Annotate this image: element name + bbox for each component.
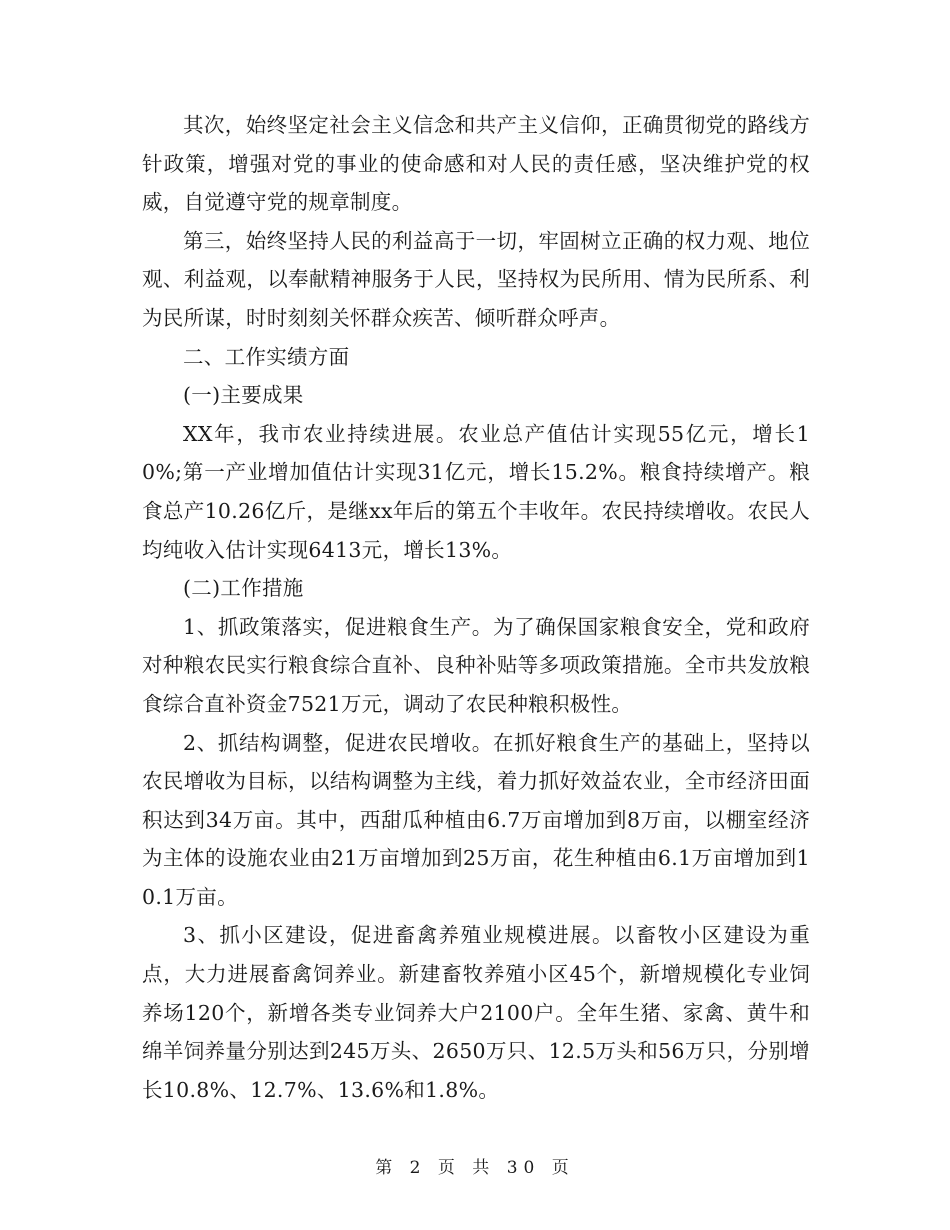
paragraph-people-interest: 第三，始终坚持人民的利益高于一切，牢固树立正确的权力观、地位观、利益观，以奉献精神服务于人民，坚持权为民所用、情为民所系、利为民所谋，时时刻刻关怀群众疾苦、倾听群众呼声。 bbox=[142, 228, 810, 330]
paragraph-measure-livestock: 3、抓小区建设，促进畜禽养殖业规模进展。以畜牧小区建设为重点，大力进展畜禽饲养业。新建畜牧养殖小区45个，新增规模化专业饲养场120个，新增各类专业饲养大户2100户。全年生猪、家禽、黄牛和绵羊饲养量分别达到245万头、2650万只、12.5万头和56万只，分别增长10.8%、12.7%、13.6%和1.8%。 bbox=[142, 923, 810, 1102]
paragraph-measure-policy: 1、抓政策落实，促进粮食生产。为了确保国家粮食安全，党和政府对种粮农民实行粮食综合直补、良种补贴等多项政策措施。全市共发放粮食综合直补资金7521万元，调动了农民种粮积极性。 bbox=[142, 614, 810, 716]
paragraph-measure-structure: 2、抓结构调整，促进农民增收。在抓好粮食生产的基础上，坚持以农民增收为目标，以结构调整为主线，着力抓好效益农业，全市经济田面积达到34万亩。其中，西甜瓜种植由6.7万亩增加到8万亩，以棚室经济为主体的设施农业由21万亩增加到25万亩，花生种植由6.1万亩增加到10.1万亩。 bbox=[142, 730, 810, 909]
subheading-work-measures: (二)工作措施 bbox=[183, 576, 304, 601]
paragraph-faith: 其次，始终坚定社会主义信念和共产主义信仰，正确贯彻党的路线方针政策，增强对党的事业的使命感和对人民的责任感，坚决维护党的权威，自觉遵守党的规章制度。 bbox=[142, 113, 810, 215]
document-body bbox=[142, 106, 810, 1109]
subheading-main-achievements: (一)主要成果 bbox=[183, 383, 304, 408]
section-heading-work-results: 二、工作实绩方面 bbox=[183, 344, 350, 369]
page-number-footer: 第 2 页 共 30 页 bbox=[375, 1158, 575, 1178]
paragraph-agriculture-stats: XX年，我市农业持续进展。农业总产值估计实现55亿元，增长10%;第一产业增加值估计实现31亿元，增长15.2%。粮食持续增产。粮食总产10.26亿斤，是继xx年后的第五个丰收年。农民持续增收。农民人均纯收入估计实现6413元，增长13%。 bbox=[142, 421, 810, 562]
